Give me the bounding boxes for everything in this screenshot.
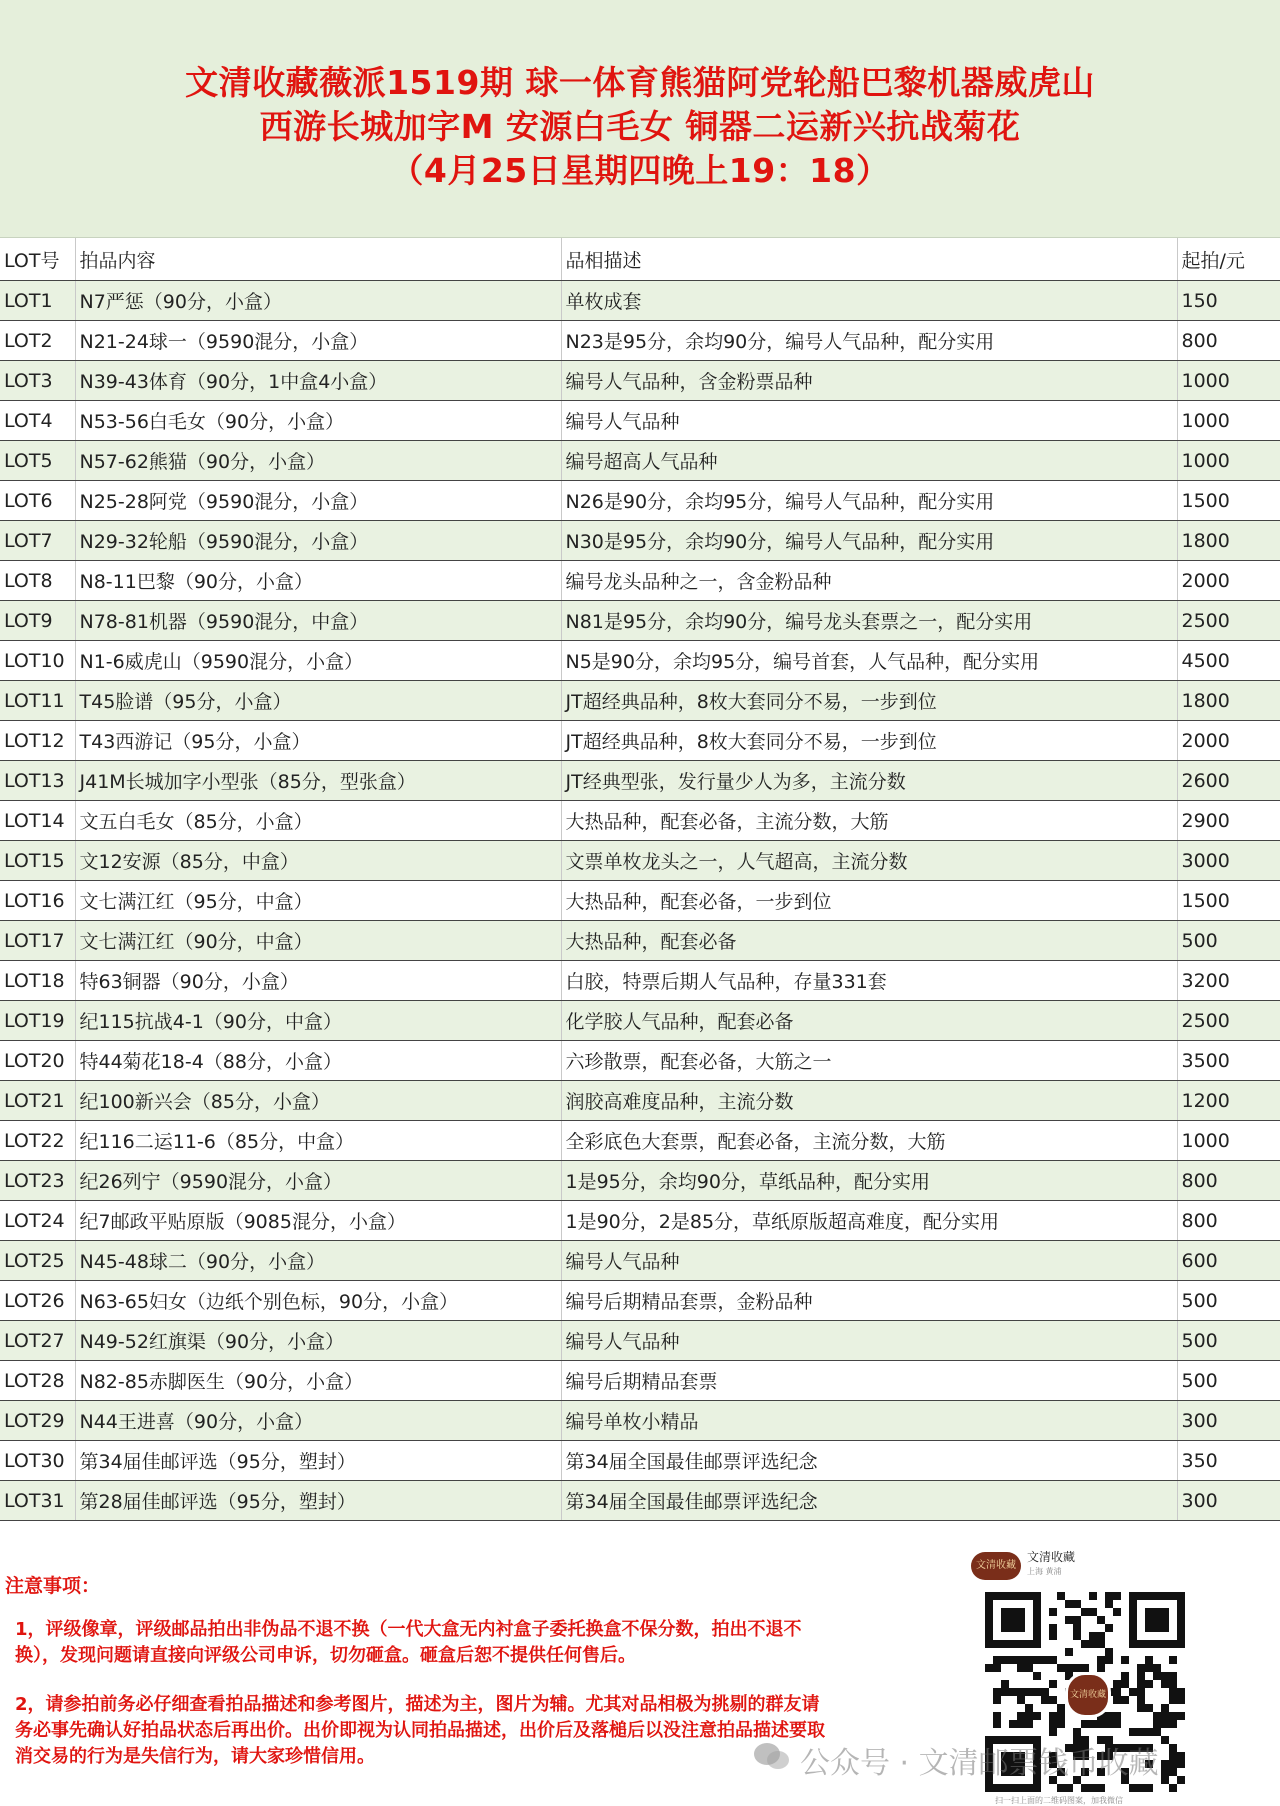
lot-content-cell: N7严惩（90分，小盒）	[75, 281, 561, 321]
lot-content-cell: 纪115抗战4-1（90分，中盒）	[75, 1001, 561, 1041]
table-row	[0, 1241, 1280, 1281]
lot-number-cell: LOT6	[0, 481, 75, 521]
lot-number-cell: LOT30	[0, 1441, 75, 1481]
lot-condition-cell: 白胶，特票后期人气品种，存量331套	[561, 961, 1177, 1001]
table-header-row	[0, 238, 1280, 281]
table-row	[0, 601, 1280, 641]
lot-number-cell: LOT23	[0, 1161, 75, 1201]
lot-condition-cell: N5是90分，余均95分，编号首套，人气品种，配分实用	[561, 641, 1177, 681]
lot-condition-cell: 文票单枚龙头之一，人气超高，主流分数	[561, 841, 1177, 881]
note-item-2: 2，请参拍前务必仔细查看拍品描述和参考图片，描述为主，图片为辅。尤其对品相极为挑剔的群友请务必事先确认好拍品状态后再出价。出价即视为认同拍品描述，出价后及落槌后以没注意拍品描述要取消交易的行为是失信行为，请大家珍惜信用。	[15, 1694, 825, 1767]
lot-number-cell: LOT24	[0, 1201, 75, 1241]
lot-number-cell: LOT1	[0, 281, 75, 321]
table-row	[0, 481, 1280, 521]
brand-name: 文清收藏	[1027, 1550, 1076, 1564]
table-row	[0, 281, 1280, 321]
lot-content-cell: 第28届佳邮评选（95分，塑封）	[75, 1481, 561, 1521]
lot-number-cell: LOT25	[0, 1241, 75, 1281]
lot-content-cell: 文五白毛女（85分，小盒）	[75, 801, 561, 841]
title-banner	[0, 0, 1280, 238]
lot-condition-cell: 第34届全国最佳邮票评选纪念	[561, 1481, 1177, 1521]
lot-price-cell: 350	[1177, 1441, 1280, 1481]
table-row	[0, 1121, 1280, 1161]
lot-condition-cell: 1是90分，2是85分，草纸原版超高难度，配分实用	[561, 1201, 1177, 1241]
table-row	[0, 841, 1280, 881]
lot-content-cell: 纪100新兴会（85分，小盒）	[75, 1081, 561, 1121]
lot-number-cell: LOT28	[0, 1361, 75, 1401]
lot-content-cell: N29-32轮船（9590混分，小盒）	[75, 521, 561, 561]
table-row	[0, 1161, 1280, 1201]
lot-condition-cell: 大热品种，配套必备	[561, 921, 1177, 961]
lot-price-cell: 800	[1177, 321, 1280, 361]
lot-content-cell: 特44菊花18-4（88分，小盒）	[75, 1041, 561, 1081]
table-row	[0, 321, 1280, 361]
lot-content-cell: 纪26列宁（9590混分，小盒）	[75, 1161, 561, 1201]
lot-number-cell: LOT9	[0, 601, 75, 641]
lot-condition-cell: 编号龙头品种之一，含金粉品种	[561, 561, 1177, 601]
lot-price-cell: 2000	[1177, 561, 1280, 601]
lot-price-cell: 1500	[1177, 881, 1280, 921]
table-row	[0, 881, 1280, 921]
column-header-start-price: 起拍/元	[1177, 238, 1280, 281]
lot-condition-cell: 润胶高难度品种，主流分数	[561, 1081, 1177, 1121]
table-row	[0, 1321, 1280, 1361]
wechat-icon	[752, 1741, 792, 1773]
lot-condition-cell: 大热品种，配套必备，主流分数，大筋	[561, 801, 1177, 841]
lot-number-cell: LOT13	[0, 761, 75, 801]
brand-logo-badge: 文清收藏	[971, 1552, 1021, 1580]
qr-center-logo: 文清收藏	[1065, 1672, 1111, 1718]
lot-content-cell: N82-85赤脚医生（90分，小盒）	[75, 1361, 561, 1401]
lot-price-cell: 300	[1177, 1401, 1280, 1441]
table-row	[0, 361, 1280, 401]
lot-price-cell: 1000	[1177, 1121, 1280, 1161]
table-row	[0, 921, 1280, 961]
lot-number-cell: LOT27	[0, 1321, 75, 1361]
scan-hint: 扫一扫上面的二维码图案，加我微信	[995, 1796, 1123, 1805]
lot-price-cell: 1500	[1177, 481, 1280, 521]
lot-price-cell: 2900	[1177, 801, 1280, 841]
lot-price-cell: 1800	[1177, 681, 1280, 721]
lot-number-cell: LOT14	[0, 801, 75, 841]
lot-condition-cell: N30是95分，余均90分，编号人气品种，配分实用	[561, 521, 1177, 561]
lot-content-cell: N78-81机器（9590混分，中盒）	[75, 601, 561, 641]
lot-price-cell: 3200	[1177, 961, 1280, 1001]
lot-content-cell: 文七满江红（90分，中盒）	[75, 921, 561, 961]
table-row	[0, 441, 1280, 481]
watermark-text: 公众号 · 文清邮票钱币收藏	[800, 1746, 1159, 1781]
lot-number-cell: LOT26	[0, 1281, 75, 1321]
lot-content-cell: N21-24球一（9590混分，小盒）	[75, 321, 561, 361]
lot-condition-cell: 第34届全国最佳邮票评选纪念	[561, 1441, 1177, 1481]
lot-price-cell: 1800	[1177, 521, 1280, 561]
column-header-content: 拍品内容	[75, 238, 561, 281]
table-row	[0, 721, 1280, 761]
lot-price-cell: 300	[1177, 1481, 1280, 1521]
lot-number-cell: LOT7	[0, 521, 75, 561]
lot-price-cell: 3000	[1177, 841, 1280, 881]
lot-number-cell: LOT18	[0, 961, 75, 1001]
lot-content-cell: N8-11巴黎（90分，小盒）	[75, 561, 561, 601]
table-row	[0, 761, 1280, 801]
lot-condition-cell: 编号人气品种	[561, 401, 1177, 441]
auction-lot-table	[0, 238, 1280, 1521]
lot-number-cell: LOT4	[0, 401, 75, 441]
lot-content-cell: N49-52红旗渠（90分，小盒）	[75, 1321, 561, 1361]
lot-price-cell: 4500	[1177, 641, 1280, 681]
lot-price-cell: 500	[1177, 1361, 1280, 1401]
lot-price-cell: 2500	[1177, 601, 1280, 641]
lot-condition-cell: 单枚成套	[561, 281, 1177, 321]
lot-price-cell: 1000	[1177, 441, 1280, 481]
lot-number-cell: LOT11	[0, 681, 75, 721]
table-row	[0, 1081, 1280, 1121]
table-row	[0, 961, 1280, 1001]
lot-content-cell: 第34届佳邮评选（95分，塑封）	[75, 1441, 561, 1481]
lot-price-cell: 2500	[1177, 1001, 1280, 1041]
table-row	[0, 801, 1280, 841]
lot-content-cell: 文七满江红（95分，中盒）	[75, 881, 561, 921]
lot-condition-cell: 全彩底色大套票，配套必备，主流分数，大筋	[561, 1121, 1177, 1161]
lot-price-cell: 500	[1177, 1321, 1280, 1361]
lot-condition-cell: JT超经典品种，8枚大套同分不易，一步到位	[561, 721, 1177, 761]
lot-price-cell: 2000	[1177, 721, 1280, 761]
lot-number-cell: LOT2	[0, 321, 75, 361]
table-row	[0, 521, 1280, 561]
lot-number-cell: LOT8	[0, 561, 75, 601]
lot-content-cell: 纪116二运11-6（85分，中盒）	[75, 1121, 561, 1161]
lot-condition-cell: 编号后期精品套票，金粉品种	[561, 1281, 1177, 1321]
lot-number-cell: LOT10	[0, 641, 75, 681]
lot-number-cell: LOT22	[0, 1121, 75, 1161]
lot-price-cell: 800	[1177, 1201, 1280, 1241]
lot-condition-cell: JT超经典品种，8枚大套同分不易，一步到位	[561, 681, 1177, 721]
title-line-3: （4月25日星期四晚上19：18）	[390, 151, 890, 190]
note-item-1: 1，评级像章，评级邮品拍出非伪品不退不换（一代大盒无内衬盒子委托换盒不保分数，拍出不退不换），发现问题请直接向评级公司申诉，切勿砸盒。砸盒后恕不提供任何售后。	[15, 1619, 802, 1666]
table-row	[0, 1441, 1280, 1481]
lot-number-cell: LOT29	[0, 1401, 75, 1441]
lot-content-cell: N57-62熊猫（90分，小盒）	[75, 441, 561, 481]
lot-condition-cell: 六珍散票，配套必备，大筋之一	[561, 1041, 1177, 1081]
lot-content-cell: N39-43体育（90分，1中盒4小盒）	[75, 361, 561, 401]
lot-price-cell: 1200	[1177, 1081, 1280, 1121]
lot-content-cell: N1-6威虎山（9590混分，小盒）	[75, 641, 561, 681]
lot-content-cell: T45脸谱（95分，小盒）	[75, 681, 561, 721]
lot-content-cell: 纪7邮政平贴原版（9085混分，小盒）	[75, 1201, 561, 1241]
lot-condition-cell: 编号后期精品套票	[561, 1361, 1177, 1401]
table-row	[0, 1401, 1280, 1441]
lot-content-cell: N44王进喜（90分，小盒）	[75, 1401, 561, 1441]
lot-content-cell: N25-28阿党（9590混分，小盒）	[75, 481, 561, 521]
lot-price-cell: 2600	[1177, 761, 1280, 801]
column-header-condition: 品相描述	[561, 238, 1177, 281]
lot-condition-cell: N81是95分，余均90分，编号龙头套票之一，配分实用	[561, 601, 1177, 641]
lot-price-cell: 150	[1177, 281, 1280, 321]
lot-number-cell: LOT15	[0, 841, 75, 881]
lot-number-cell: LOT16	[0, 881, 75, 921]
lot-price-cell: 500	[1177, 1281, 1280, 1321]
lot-number-cell: LOT20	[0, 1041, 75, 1081]
lot-condition-cell: JT经典型张，发行量少人为多，主流分数	[561, 761, 1177, 801]
table-row	[0, 1201, 1280, 1241]
brand-location: 上海 黄浦	[1027, 1567, 1062, 1576]
lot-number-cell: LOT19	[0, 1001, 75, 1041]
table-row	[0, 641, 1280, 681]
lot-price-cell: 500	[1177, 921, 1280, 961]
lot-condition-cell: 编号人气品种，含金粉票品种	[561, 361, 1177, 401]
table-row	[0, 1281, 1280, 1321]
lot-condition-cell: 大热品种，配套必备，一步到位	[561, 881, 1177, 921]
lot-condition-cell: 编号人气品种	[561, 1241, 1177, 1281]
table-row	[0, 1001, 1280, 1041]
table-row	[0, 1041, 1280, 1081]
lot-content-cell: T43西游记（95分，小盒）	[75, 721, 561, 761]
title-line-1: 文清收藏薇派1519期 球一体育熊猫阿党轮船巴黎机器威虎山	[185, 63, 1095, 102]
notes-title: 注意事项：	[5, 1575, 101, 1597]
table-row	[0, 1481, 1280, 1521]
lot-condition-cell: 编号人气品种	[561, 1321, 1177, 1361]
lot-price-cell: 1000	[1177, 361, 1280, 401]
lot-condition-cell: 化学胶人气品种，配套必备	[561, 1001, 1177, 1041]
lot-content-cell: N45-48球二（90分，小盒）	[75, 1241, 561, 1281]
lot-price-cell: 1000	[1177, 401, 1280, 441]
lot-content-cell: 特63铜器（90分，小盒）	[75, 961, 561, 1001]
lot-condition-cell: 1是95分，余均90分，草纸品种，配分实用	[561, 1161, 1177, 1201]
lot-price-cell: 3500	[1177, 1041, 1280, 1081]
title-line-2: 西游长城加字M 安源白毛女 铜器二运新兴抗战菊花	[259, 107, 1021, 146]
lot-number-cell: LOT31	[0, 1481, 75, 1521]
lot-condition-cell: 编号单枚小精品	[561, 1401, 1177, 1441]
lot-number-cell: LOT12	[0, 721, 75, 761]
lot-number-cell: LOT17	[0, 921, 75, 961]
lot-condition-cell: 编号超高人气品种	[561, 441, 1177, 481]
column-header-lot: LOT号	[0, 238, 75, 281]
table-row	[0, 681, 1280, 721]
lot-number-cell: LOT21	[0, 1081, 75, 1121]
lot-condition-cell: N26是90分，余均95分，编号人气品种，配分实用	[561, 481, 1177, 521]
table-row	[0, 401, 1280, 441]
lot-content-cell: 文12安源（85分，中盒）	[75, 841, 561, 881]
lot-content-cell: J41M长城加字小型张（85分，型张盒）	[75, 761, 561, 801]
lot-number-cell: LOT5	[0, 441, 75, 481]
lot-price-cell: 800	[1177, 1161, 1280, 1201]
lot-content-cell: N63-65妇女（边纸个别色标，90分，小盒）	[75, 1281, 561, 1321]
table-row	[0, 1361, 1280, 1401]
lot-content-cell: N53-56白毛女（90分，小盒）	[75, 401, 561, 441]
table-row	[0, 561, 1280, 601]
lot-number-cell: LOT3	[0, 361, 75, 401]
lot-condition-cell: N23是95分，余均90分，编号人气品种，配分实用	[561, 321, 1177, 361]
lot-price-cell: 600	[1177, 1241, 1280, 1281]
